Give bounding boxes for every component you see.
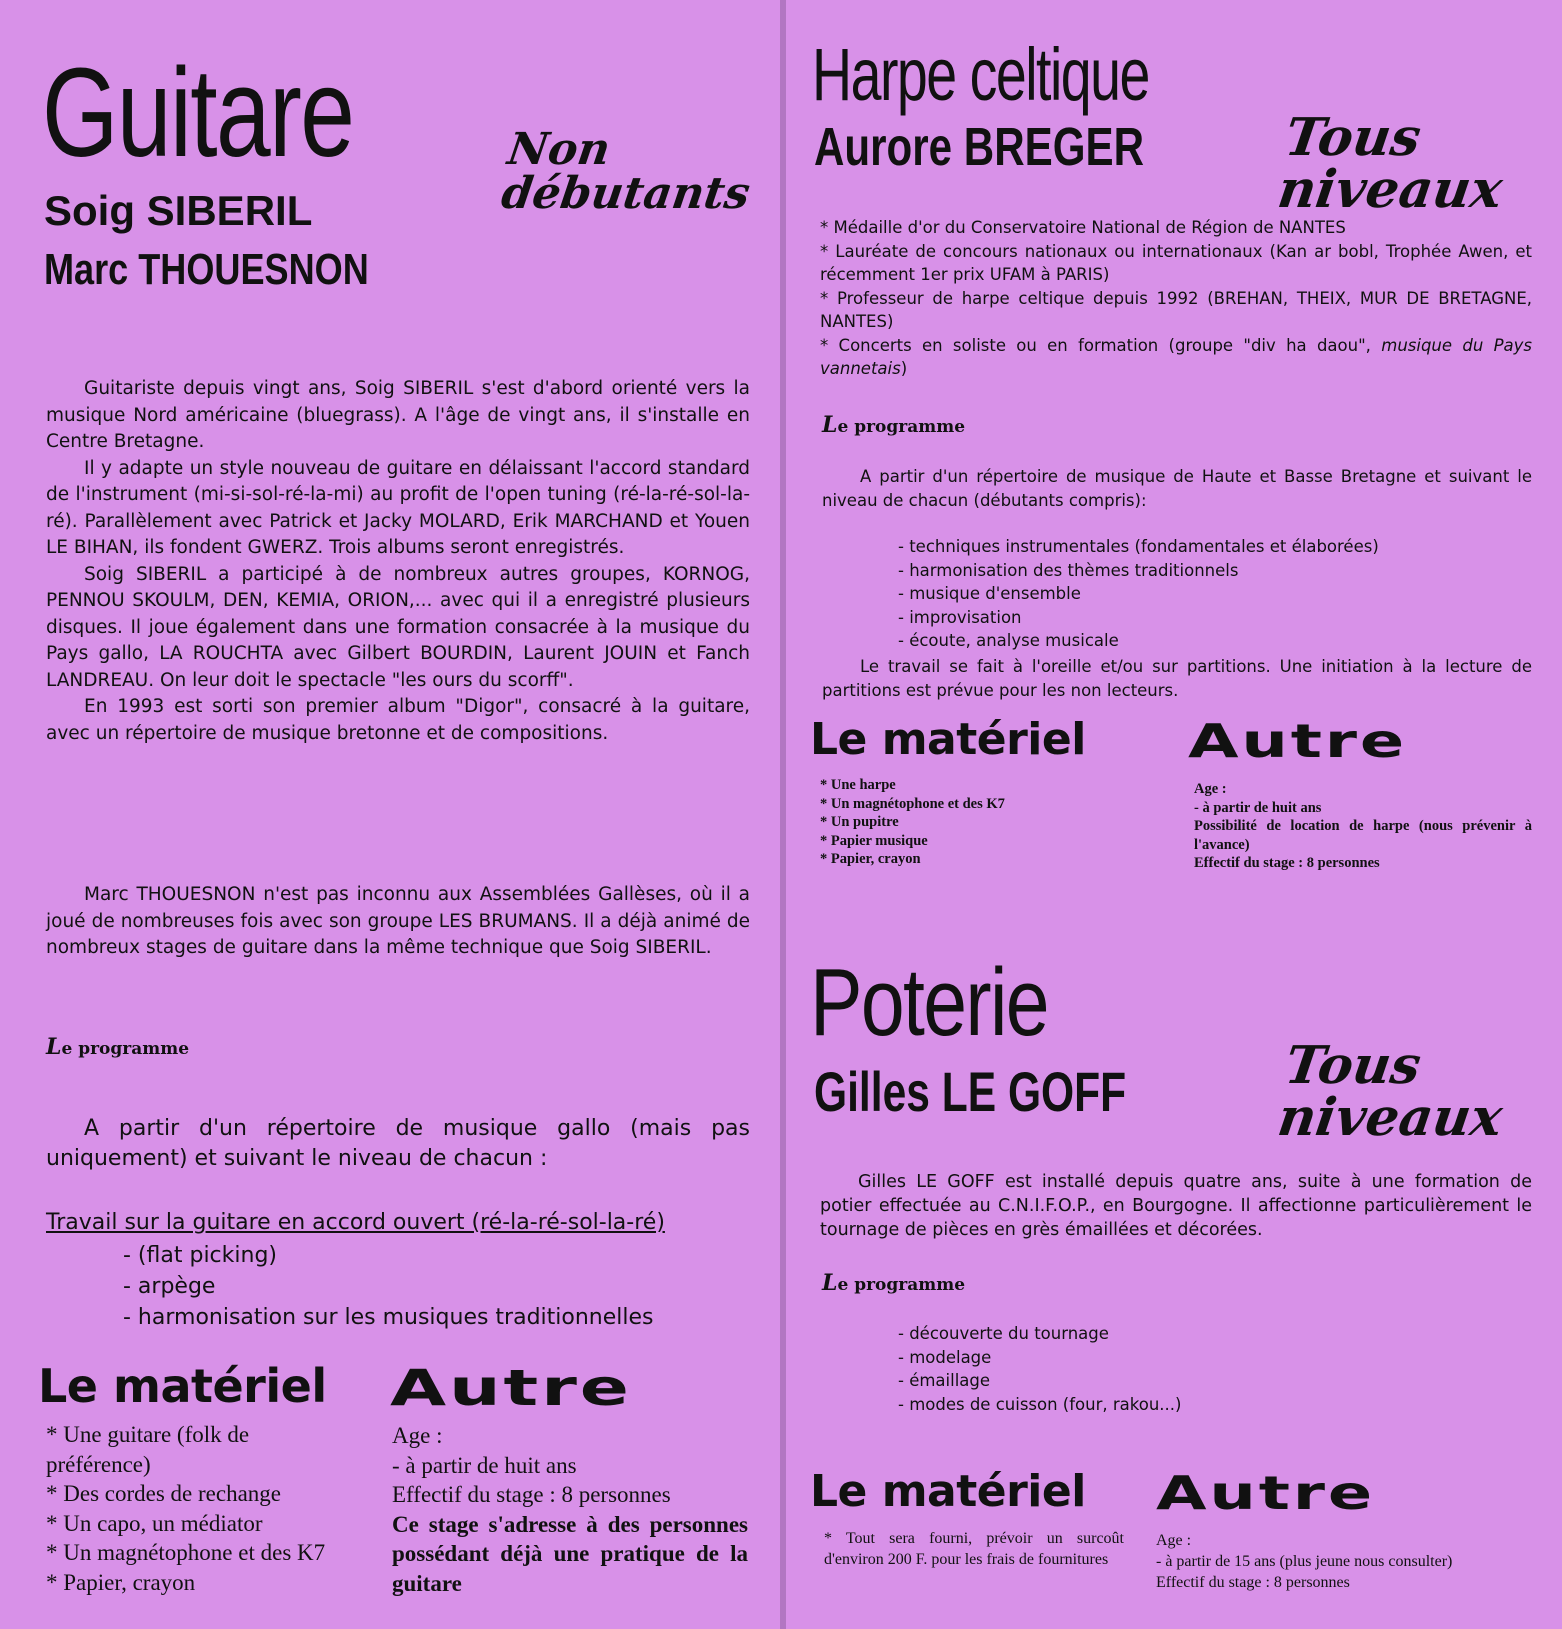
guitare-programme-list bbox=[123, 1240, 654, 1333]
list-item: - modes de cuisson (four, rakou...) bbox=[898, 1394, 1182, 1414]
list-item: * Un magnétophone et des K7 bbox=[46, 1540, 326, 1565]
autre-effectif: Effectif du stage : 8 personnes bbox=[392, 1482, 671, 1507]
guitare-bio-p2: Il y adapte un style nouveau de guitare en délaissant l'accord standard de l'instrument (mi-si-sol-ré-la-mi) au profit de l'open tuning (ré-la-ré-sol-la-ré). Parallèlement avec Patrick et Jacky MOLARD, Erik MARCHAND et Youen LE BIHAN, ils fondent GWERZ. Trois albums seront enregistrés. bbox=[46, 457, 750, 558]
list-item: - arpège bbox=[123, 1274, 216, 1299]
harpe-instructor: Aurore BREGER bbox=[814, 117, 1144, 177]
list-item: * Papier, crayon bbox=[46, 1569, 196, 1595]
poterie-materiel-text: * Tout sera fourni, prévoir un surcoût d'environ 200 F. pour les frais de fournitures bbox=[824, 1530, 1124, 1568]
autre-note: Ce stage s'adresse à des personnes possédant déjà une pratique de la guitare bbox=[392, 1511, 748, 1596]
list-item: - découverte du tournage bbox=[898, 1324, 1109, 1343]
autre-age: - à partir de huit ans bbox=[1194, 799, 1322, 816]
list-item: * Un magnétophone et des K7 bbox=[820, 795, 1005, 812]
poterie-level: Tous niveaux bbox=[1274, 1035, 1507, 1148]
list-item: - écoute, analyse musicale bbox=[898, 631, 1119, 650]
programme-heading-text: e programme bbox=[837, 1275, 966, 1295]
poterie-materiel-title: Le matériel bbox=[810, 1466, 1086, 1517]
list-item: * Un pupitre bbox=[820, 814, 899, 830]
harpe-materiel-title: Le matériel bbox=[810, 714, 1086, 765]
harpe-bullet-4-end: ) bbox=[900, 359, 908, 378]
list-item: * Papier musique bbox=[820, 832, 928, 849]
guitare-bio-p4: En 1993 est sorti son premier album "Digor", consacré à la guitare, avec un répertoire de musique bretonne et de compositions. bbox=[46, 696, 750, 744]
harpe-bullet-4-italic: musique du Pays vannetais bbox=[820, 335, 1533, 378]
list-item: - modelage bbox=[898, 1347, 992, 1367]
list-item: - émaillage bbox=[898, 1371, 991, 1390]
list-item: * Des cordes de rechange bbox=[46, 1481, 281, 1506]
harpe-autre-block bbox=[1194, 780, 1532, 873]
poterie-programme-heading bbox=[822, 1270, 965, 1296]
list-item: - harmonisation des thèmes traditionnels bbox=[898, 560, 1239, 580]
guitare-programme-heading bbox=[46, 1034, 189, 1060]
guitare-materiel-title: Le matériel bbox=[38, 1359, 327, 1413]
harpe-level: Tous niveaux bbox=[1274, 107, 1507, 220]
harpe-programme-note-text: Le travail se fait à l'oreille et/ou sur partitions. Une initiation à la lecture de partitions est prévue pour les non lecteurs. bbox=[822, 657, 1532, 700]
harpe-bullets bbox=[820, 216, 1532, 381]
autre-age: - à partir de huit ans bbox=[392, 1452, 577, 1478]
autre-age: - à partir de 15 ans (plus jeune nous consulter) bbox=[1156, 1553, 1453, 1570]
guitare-bio2-text: Marc THOUESNON n'est pas inconnu aux Assemblées Gallèses, où il a joué de nombreuses fois avec son groupe LES BRUMANS. Il a déjà animé de nombreux stages de guitare dans la même technique que Soig SIBERIL. bbox=[46, 884, 750, 958]
list-item: * Une harpe bbox=[820, 777, 896, 793]
guitare-level: Non débutants bbox=[498, 124, 753, 219]
guitare-autre-title: Autre bbox=[390, 1359, 632, 1417]
poterie-bio-text: Gilles LE GOFF est installé depuis quatre ans, suite à une formation de potier effectuée au C.N.I.F.O.P., en Bourgogne. Il affectionne particulièrement le tournage de pièces en grès émaillées et décorées. bbox=[820, 1172, 1532, 1240]
harpe-programme-heading bbox=[822, 412, 965, 438]
harpe-programme-note bbox=[822, 655, 1532, 702]
guitare-materiel-list bbox=[46, 1420, 346, 1597]
poterie-programme-list bbox=[898, 1322, 1181, 1416]
autre-age-label: Age : bbox=[1156, 1532, 1192, 1549]
right-page bbox=[786, 0, 1562, 1629]
list-item: * Une guitare (folk de préférence) bbox=[46, 1422, 250, 1477]
autre-effectif: Effectif du stage : 8 personnes bbox=[1194, 855, 1380, 871]
guitare-bio bbox=[46, 376, 750, 747]
guitare-title: Guitare bbox=[42, 42, 354, 183]
autre-effectif: Effectif du stage : 8 personnes bbox=[1156, 1574, 1350, 1591]
programme-heading-text: e programme bbox=[61, 1039, 190, 1059]
guitare-programme-subtitle: Travail sur la guitare en accord ouvert (ré-la-ré-sol-la-ré) bbox=[46, 1210, 665, 1235]
guitare-instructor-2: Marc THOUESNON bbox=[44, 245, 369, 294]
harpe-materiel-list bbox=[820, 776, 1120, 869]
programme-lead-letter: L bbox=[822, 412, 838, 438]
programme-lead-letter: L bbox=[46, 1034, 62, 1060]
poterie-autre-block bbox=[1156, 1530, 1532, 1593]
harpe-bullet: * Professeur de harpe celtique depuis 1992 (BREHAN, THEIX, MUR DE BRETAGNE, NANTES) bbox=[820, 288, 1532, 331]
list-item: - musique d'ensemble bbox=[898, 584, 1081, 603]
harpe-programme-intro-text: A partir d'un répertoire de musique de Haute et Basse Bretagne et suivant le niveau de chacun (débutants compris): bbox=[822, 467, 1532, 510]
guitare-programme-intro bbox=[46, 1114, 750, 1174]
list-item: - techniques instrumentales (fondamentales et élaborées) bbox=[898, 537, 1379, 556]
guitare-bio2 bbox=[46, 882, 750, 962]
left-page bbox=[0, 0, 780, 1629]
harpe-autre-title: Autre bbox=[1188, 714, 1408, 768]
guitare-bio-p3: Soig SIBERIL a participé à de nombreux autres groupes, KORNOG, PENNOU SKOULM, DEN, KEMIA, ORION,... avec qui il a enregistré plusieurs disques. Il joue également dans une formation consacrée à la musique du Pays gallo, LA ROUCHTA avec Gilbert BOURDIN, Laurent JOUIN et Fanch LANDREAU. On leur doit le spectacle "les ours du scorff". bbox=[46, 563, 750, 691]
autre-age-label: Age : bbox=[1194, 781, 1227, 797]
autre-location: Possibilité de location de harpe (nous prévenir à l'avance) bbox=[1194, 818, 1532, 853]
poterie-title: Poterie bbox=[810, 949, 1048, 1056]
harpe-bullet-4 bbox=[820, 334, 1532, 381]
poterie-bio bbox=[820, 1170, 1532, 1242]
list-item: * Un capo, un médiator bbox=[46, 1510, 263, 1536]
harpe-bullet: * Lauréate de concours nationaux ou internationaux (Kan ar bobl, Trophée Awen, et récemment 1er prix UFAM à PARIS) bbox=[820, 241, 1532, 284]
poterie-autre-title: Autre bbox=[1156, 1466, 1376, 1520]
guitare-programme-intro-text: A partir d'un répertoire de musique gallo (mais pas uniquement) et suivant le niveau de chacun : bbox=[46, 1116, 750, 1171]
guitare-bio-p1: Guitariste depuis vingt ans, Soig SIBERIL s'est d'abord orienté vers la musique Nord américaine (bluegrass). A l'âge de vingt ans, il s'installe en Centre Bretagne. bbox=[46, 378, 750, 452]
harpe-programme-list bbox=[898, 535, 1379, 653]
guitare-autre-block bbox=[392, 1421, 748, 1598]
list-item: - harmonisation sur les musiques traditionnelles bbox=[123, 1305, 654, 1330]
poterie-instructor: Gilles LE GOFF bbox=[814, 1060, 1127, 1123]
harpe-bullet-4-text: * Concerts en soliste ou en formation (groupe "div ha daou", bbox=[820, 335, 1371, 355]
programme-heading-text: e programme bbox=[837, 417, 966, 437]
list-item: * Papier, crayon bbox=[820, 851, 921, 867]
list-item: - improvisation bbox=[898, 607, 1022, 627]
programme-lead-letter: L bbox=[822, 1270, 838, 1296]
autre-age-label: Age : bbox=[392, 1423, 443, 1448]
harpe-bullet: * Médaille d'or du Conservatoire National de Région de NANTES bbox=[820, 218, 1346, 237]
list-item: - (flat picking) bbox=[123, 1243, 277, 1268]
guitare-instructor-1: Soig SIBERIL bbox=[44, 187, 313, 234]
harpe-programme-intro bbox=[822, 465, 1532, 512]
harpe-title: Harpe celtique bbox=[812, 33, 1149, 116]
